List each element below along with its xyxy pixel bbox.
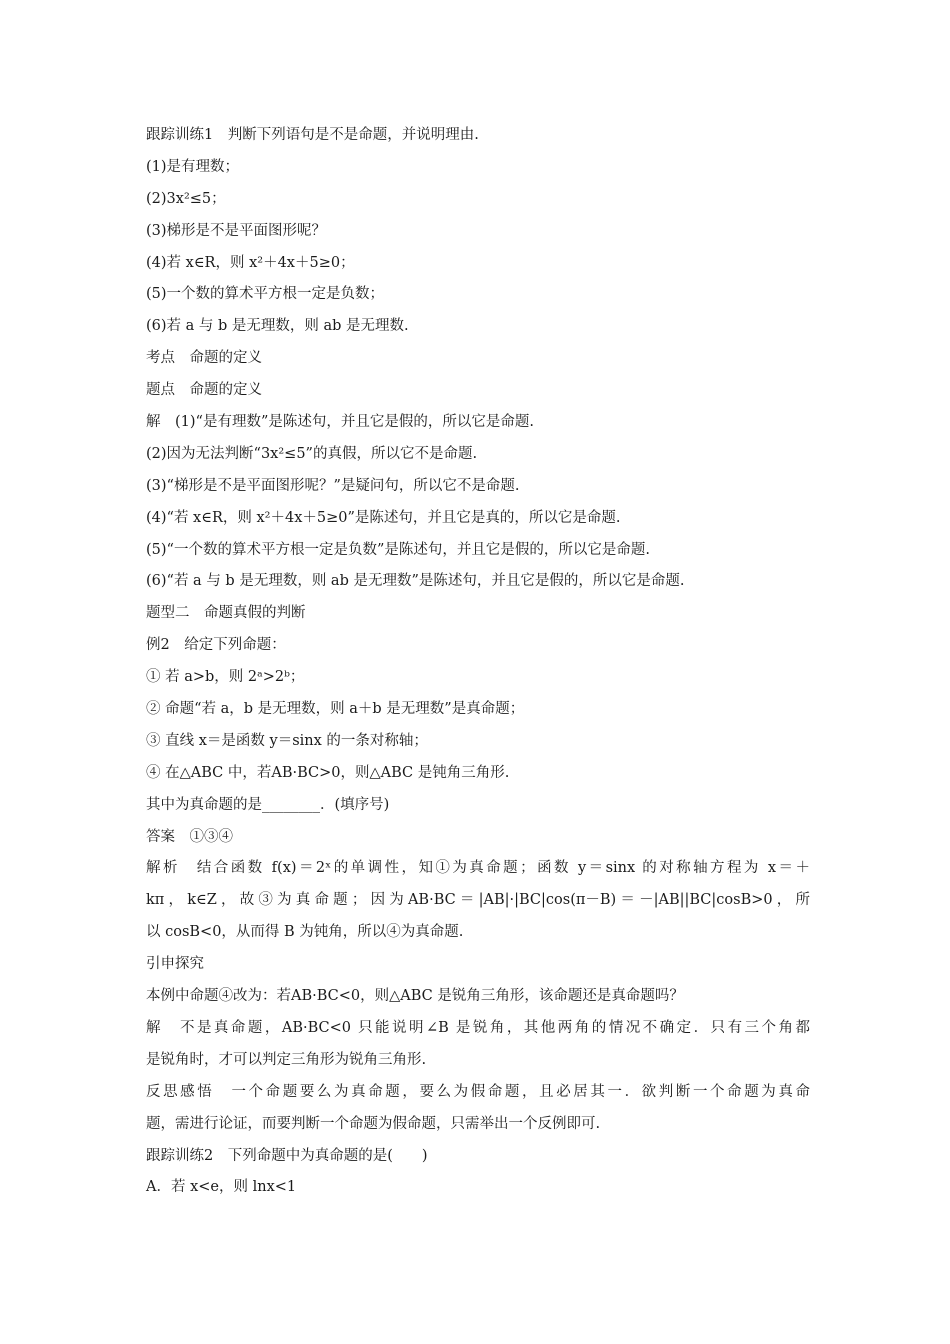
proposition-4: ④ 在△ABC 中，若AB·BC>0，则△ABC 是钝角三角形. bbox=[146, 764, 510, 781]
extension-heading: 引申探究 bbox=[146, 956, 204, 973]
reflection-line-1: 反思感悟 一个命题要么为真命题，要么为假命题，且必居其一．欲判断一个命题为真命 bbox=[146, 1083, 810, 1100]
statement-4: (4)若 x∈R，则 x²＋4x＋5≥0； bbox=[146, 254, 355, 271]
statement-6: (6)若 a 与 b 是无理数，则 ab 是无理数. bbox=[146, 318, 409, 335]
solution-2: (2)因为无法判断“3x²≤5”的真假，所以它不是命题. bbox=[146, 445, 478, 462]
extension-question: 本例中命题④改为：若AB·BC<0，则△ABC 是锐角三角形，该命题还是真命题吗？ bbox=[146, 988, 684, 1005]
exercise-2-heading: 跟踪训练2 下列命题中为真命题的是( ) bbox=[146, 1147, 428, 1164]
solution-3: (3)“梯形是不是平面图形呢？”是疑问句，所以它不是命题. bbox=[146, 477, 520, 494]
choice-a: A．若 x<e，则 lnx<1 bbox=[146, 1179, 297, 1196]
proposition-1: ① 若 a>b，则 2ᵃ>2ᵇ； bbox=[146, 669, 305, 686]
solution-1: 解 (1)“是有理数”是陈述句，并且它是假的，所以它是命题. bbox=[146, 414, 534, 431]
solution-4: (4)“若 x∈R，则 x²＋4x＋5≥0”是陈述句，并且它是真的，所以它是命题. bbox=[146, 509, 621, 526]
question-prompt: 其中为真命题的是________．(填序号) bbox=[146, 796, 390, 813]
reflection-line-2: 题，需进行论证，而要判断一个命题为假命题，只需举出一个反例即可. bbox=[146, 1115, 601, 1132]
proposition-2: ② 命题“若 a，b 是无理数，则 a＋b 是无理数”是真命题； bbox=[146, 701, 525, 718]
proposition-3: ③ 直线 x＝是函数 y＝sinx 的一条对称轴； bbox=[146, 732, 428, 749]
extension-solution-line-1: 解 不是真命题，AB·BC<0 只能说明∠B 是锐角，其他两角的情况不确定．只有三个角都 bbox=[146, 1019, 810, 1036]
section-heading: 题型二 命题真假的判断 bbox=[146, 605, 306, 622]
analysis-line-2: kπ，k∈Z，故③为真命题；因为AB·BC＝|AB|·|BC|cos(π－B)＝－|AB||BC|cosB>0，所 bbox=[146, 892, 810, 909]
exercise-1-heading: 跟踪训练1 判断下列语句是不是命题，并说明理由. bbox=[146, 127, 479, 143]
statement-5: (5)一个数的算术平方根一定是负数； bbox=[146, 286, 385, 303]
answer: 答案 ①③④ bbox=[146, 828, 233, 845]
solution-6: (6)“若 a 与 b 是无理数，则 ab 是无理数”是陈述句，并且它是假的，所以它是命题. bbox=[146, 573, 685, 590]
subtopic-label: 题点 命题的定义 bbox=[146, 382, 262, 399]
statement-3: (3)梯形是不是平面图形呢？ bbox=[146, 222, 327, 239]
statement-2: (2)3x²≤5； bbox=[146, 190, 226, 207]
solution-5: (5)“一个数的算术平方根一定是负数”是陈述句，并且它是假的，所以它是命题. bbox=[146, 541, 650, 558]
analysis-line-1: 解析 结合函数 f(x)＝2ˣ的单调性，知①为真命题；函数 y＝sinx 的对称轴方程为 x＝＋ bbox=[146, 860, 810, 877]
document-page bbox=[146, 120, 810, 1204]
extension-solution-line-2: 是锐角时，才可以判定三角形为锐角三角形. bbox=[146, 1051, 427, 1068]
example-2-heading: 例2 给定下列命题： bbox=[146, 637, 286, 654]
statement-1: (1)是有理数； bbox=[146, 158, 240, 175]
topic-label: 考点 命题的定义 bbox=[146, 350, 262, 367]
analysis-line-3: 以 cosB<0，从而得 B 为钝角，所以④为真命题. bbox=[146, 924, 464, 941]
